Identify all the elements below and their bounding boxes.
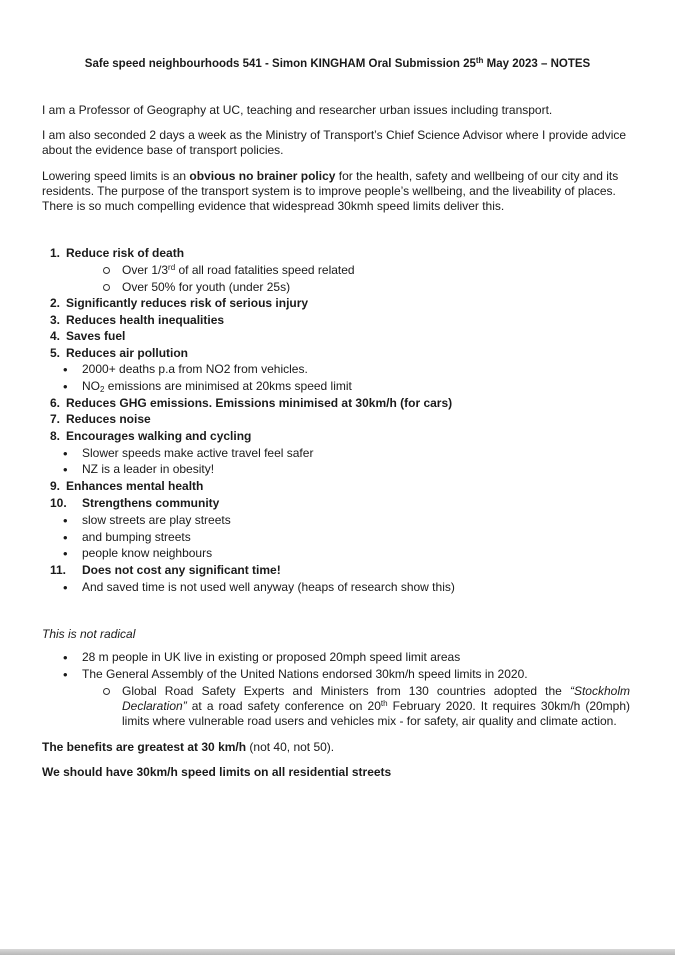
list-item: Strengthens community — [82, 496, 220, 510]
intro-paragraph-3: Lowering speed limits is an obvious no brainer policy for the health, safety and wellbeing of our city and its residents. The purpose of the transport system is to improve people’s wellbeing, and the liveability of places. There is so much compelling evidence that widespread 30kmh speed limits deliver this. — [42, 169, 619, 213]
section-heading: This is not radical — [42, 627, 136, 641]
list-item: Reduces health inequalities — [66, 313, 225, 327]
list-number: 1. — [50, 246, 61, 260]
list-number: 6. — [50, 396, 61, 410]
sub-list-item: $NO_2$ emissions are minimised at 20kms speed limit — [82, 379, 352, 394]
list-item: Encourages walking and cycling — [66, 429, 252, 443]
page-title: Safe speed neighbourhoods 541 - Simon KINGHAM Oral Submission 25th May 2023 – NOTES — [84, 56, 591, 70]
list-item: 28 m people in UK live in existing or proposed 20mph speed limit areas — [82, 650, 461, 664]
sub-list-item: Over 1/3rd of all road fatalities speed related — [122, 263, 355, 277]
intro-paragraph-2: I am also seconded 2 days a week as the Ministry of Transport’s Chief Science Advisor where I provide advice about the evidence base of transport policies. — [42, 128, 627, 157]
list-item: Reduces GHG emissions. Emissions minimised at 30km/h (for cars) — [66, 396, 453, 410]
bullet-icon: • — [63, 546, 68, 561]
list-item: Saves fuel — [66, 329, 126, 343]
list-item: The General Assembly of the United Nations endorsed 30km/h speed limits in 2020. — [82, 667, 528, 681]
sub-list-item: Global Road Safety Experts and Ministers from 130 countries adopted the “Stockholm Declaration” at a road safety conference on 20th February 2020. It requires 30km/h (20mph) limits where vulnerable road users and vehicles mix - for safety, air quality and climate action. — [122, 684, 631, 728]
bullet-icon: • — [63, 446, 68, 461]
list-number: 4. — [50, 329, 61, 343]
sub-list-item: Slower speeds make active travel feel safer — [82, 446, 314, 460]
intro-paragraph-1: I am a Professor of Geography at UC, teaching and researcher urban issues including transport. — [42, 103, 553, 117]
list-number: 8. — [50, 429, 61, 443]
list-number: 3. — [50, 313, 61, 327]
sub-list-item: NZ is a leader in obesity! — [82, 462, 215, 476]
bullet-icon: • — [63, 530, 68, 545]
sub-list-item: And saved time is not used well anyway (heaps of research show this) — [82, 580, 455, 594]
list-number: 5. — [50, 346, 61, 360]
bullet-icon: • — [63, 580, 68, 595]
list-number: 7. — [50, 412, 61, 426]
list-item: Reduces noise — [66, 412, 151, 426]
bullet-icon: • — [63, 513, 68, 528]
bullet-icon: • — [63, 462, 68, 477]
list-number: 10. — [50, 496, 67, 510]
sub-list-item: people know neighbours — [82, 546, 213, 560]
hollow-bullet-icon — [103, 284, 110, 291]
list-item: Reduce risk of death — [66, 246, 185, 260]
bullet-icon: • — [63, 379, 68, 394]
sub-list-item: and bumping streets — [82, 530, 191, 544]
list-number: 9. — [50, 479, 61, 493]
list-item: Enhances mental health — [66, 479, 204, 493]
list-item: Significantly reduces risk of serious injury — [66, 296, 309, 310]
sub-list-item: Over 50% for youth (under 25s) — [122, 280, 291, 294]
list-number: 11. — [50, 563, 67, 577]
list-item: Does not cost any significant time! — [82, 563, 281, 577]
bullet-icon: • — [63, 667, 68, 682]
hollow-bullet-icon — [103, 688, 110, 695]
hollow-bullet-icon — [103, 267, 110, 274]
sub-list-item: slow streets are play streets — [82, 513, 231, 527]
scan-edge — [0, 949, 675, 955]
bullet-icon: • — [63, 362, 68, 377]
bullet-icon: • — [63, 650, 68, 665]
list-item: Reduces air pollution — [66, 346, 189, 360]
closing-statement-2: We should have 30km/h speed limits on all residential streets — [42, 765, 392, 779]
list-number: 2. — [50, 296, 61, 310]
sub-list-item: 2000+ deaths p.a from NO2 from vehicles. — [82, 362, 308, 376]
closing-statement-1: The benefits are greatest at 30 km/h (not 40, not 50). — [42, 740, 335, 754]
